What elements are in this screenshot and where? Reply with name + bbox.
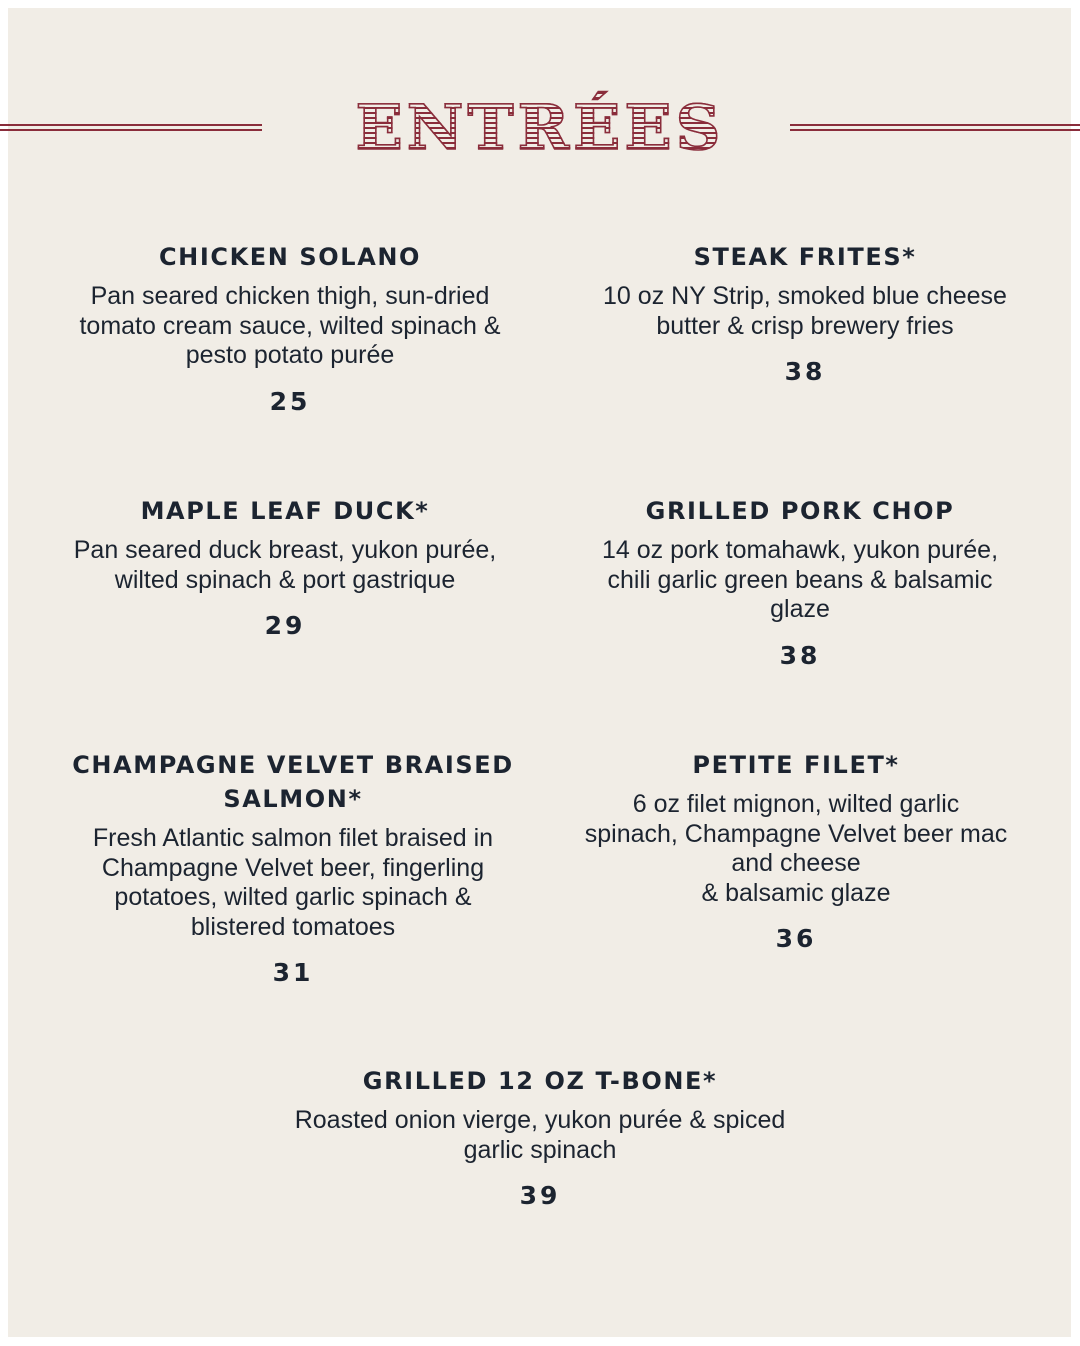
item-price: 38 [784,357,826,386]
item-description [45,536,525,595]
item-description-line: chili garlic green beans & balsamic [607,565,993,594]
item-description-line: 10 oz NY Strip, smoked blue cheese [603,282,1007,310]
item-description-line: Champagne Velvet beer, fingerling [101,853,485,882]
menu-item-maple-leaf-duck [45,494,525,641]
item-price: 39 [519,1181,561,1210]
item-description [560,536,1040,625]
item-description-line: tomato cream sauce, wilted spinach & [79,311,501,340]
item-name: GRILLED 12 OZ T-BONE* [362,1067,718,1095]
item-description-line: pesto potato purée [185,341,395,369]
item-description [48,824,538,942]
item-price: 29 [264,611,306,640]
menu-item-steak-frites [565,240,1045,387]
item-description [565,282,1045,341]
item-description-line: glaze [770,595,830,623]
item-description [556,790,1036,908]
menu-item-chicken-solano [50,240,530,417]
item-name: MAPLE LEAF DUCK* [140,497,430,525]
item-description-line: garlic spinach [463,1135,617,1164]
item-description [50,282,530,371]
menu-item-grilled-pork-chop [560,494,1040,671]
item-description [270,1106,810,1165]
item-price: 25 [269,386,311,416]
item-description-line: Pan seared chicken thigh, sun-dried [90,282,490,310]
item-description-line: spinach, Champagne Velvet beer mac [584,819,1008,848]
item-description-line: blistered tomatoes [190,912,396,941]
item-price: 36 [775,924,817,953]
item-description-line: Pan seared duck breast, yukon purée, [73,536,497,564]
item-description-line: potatoes, wilted garlic spinach & [114,883,472,911]
item-name: PETITE FILET* [692,751,900,779]
menu-item-champagne-velvet-braised-salmon [48,748,538,988]
item-description-line: & balsamic glaze [701,878,891,907]
item-price: 38 [779,640,821,670]
item-description-line: 14 oz pork tomahawk, yukon purée, [601,536,999,564]
item-price: 31 [272,958,314,987]
menu-item-grilled-t-bone [270,1064,810,1211]
item-name [48,748,538,816]
item-description-line: and cheese [731,849,861,877]
item-description-line: Fresh Atlantic salmon filet braised in [92,824,494,852]
item-name-line: CHAMPAGNE VELVET BRAISED [72,751,514,779]
item-description-line: 6 oz filet mignon, wilted garlic [632,790,960,818]
item-name: STEAK FRITES* [693,243,917,271]
menu-title [0,88,1080,168]
item-description-line: butter & crisp brewery fries [656,311,954,340]
menu-title-text: ENTRÉES [355,91,725,164]
item-name-line: SALMON* [223,785,363,813]
item-description-line: wilted spinach & port gastrique [114,565,456,594]
item-name: GRILLED PORK CHOP [645,497,955,525]
menu-item-petite-filet [556,748,1036,954]
item-name: CHICKEN SOLANO [158,243,422,271]
item-description-line: Roasted onion vierge, yukon purée & spiced [294,1106,786,1134]
